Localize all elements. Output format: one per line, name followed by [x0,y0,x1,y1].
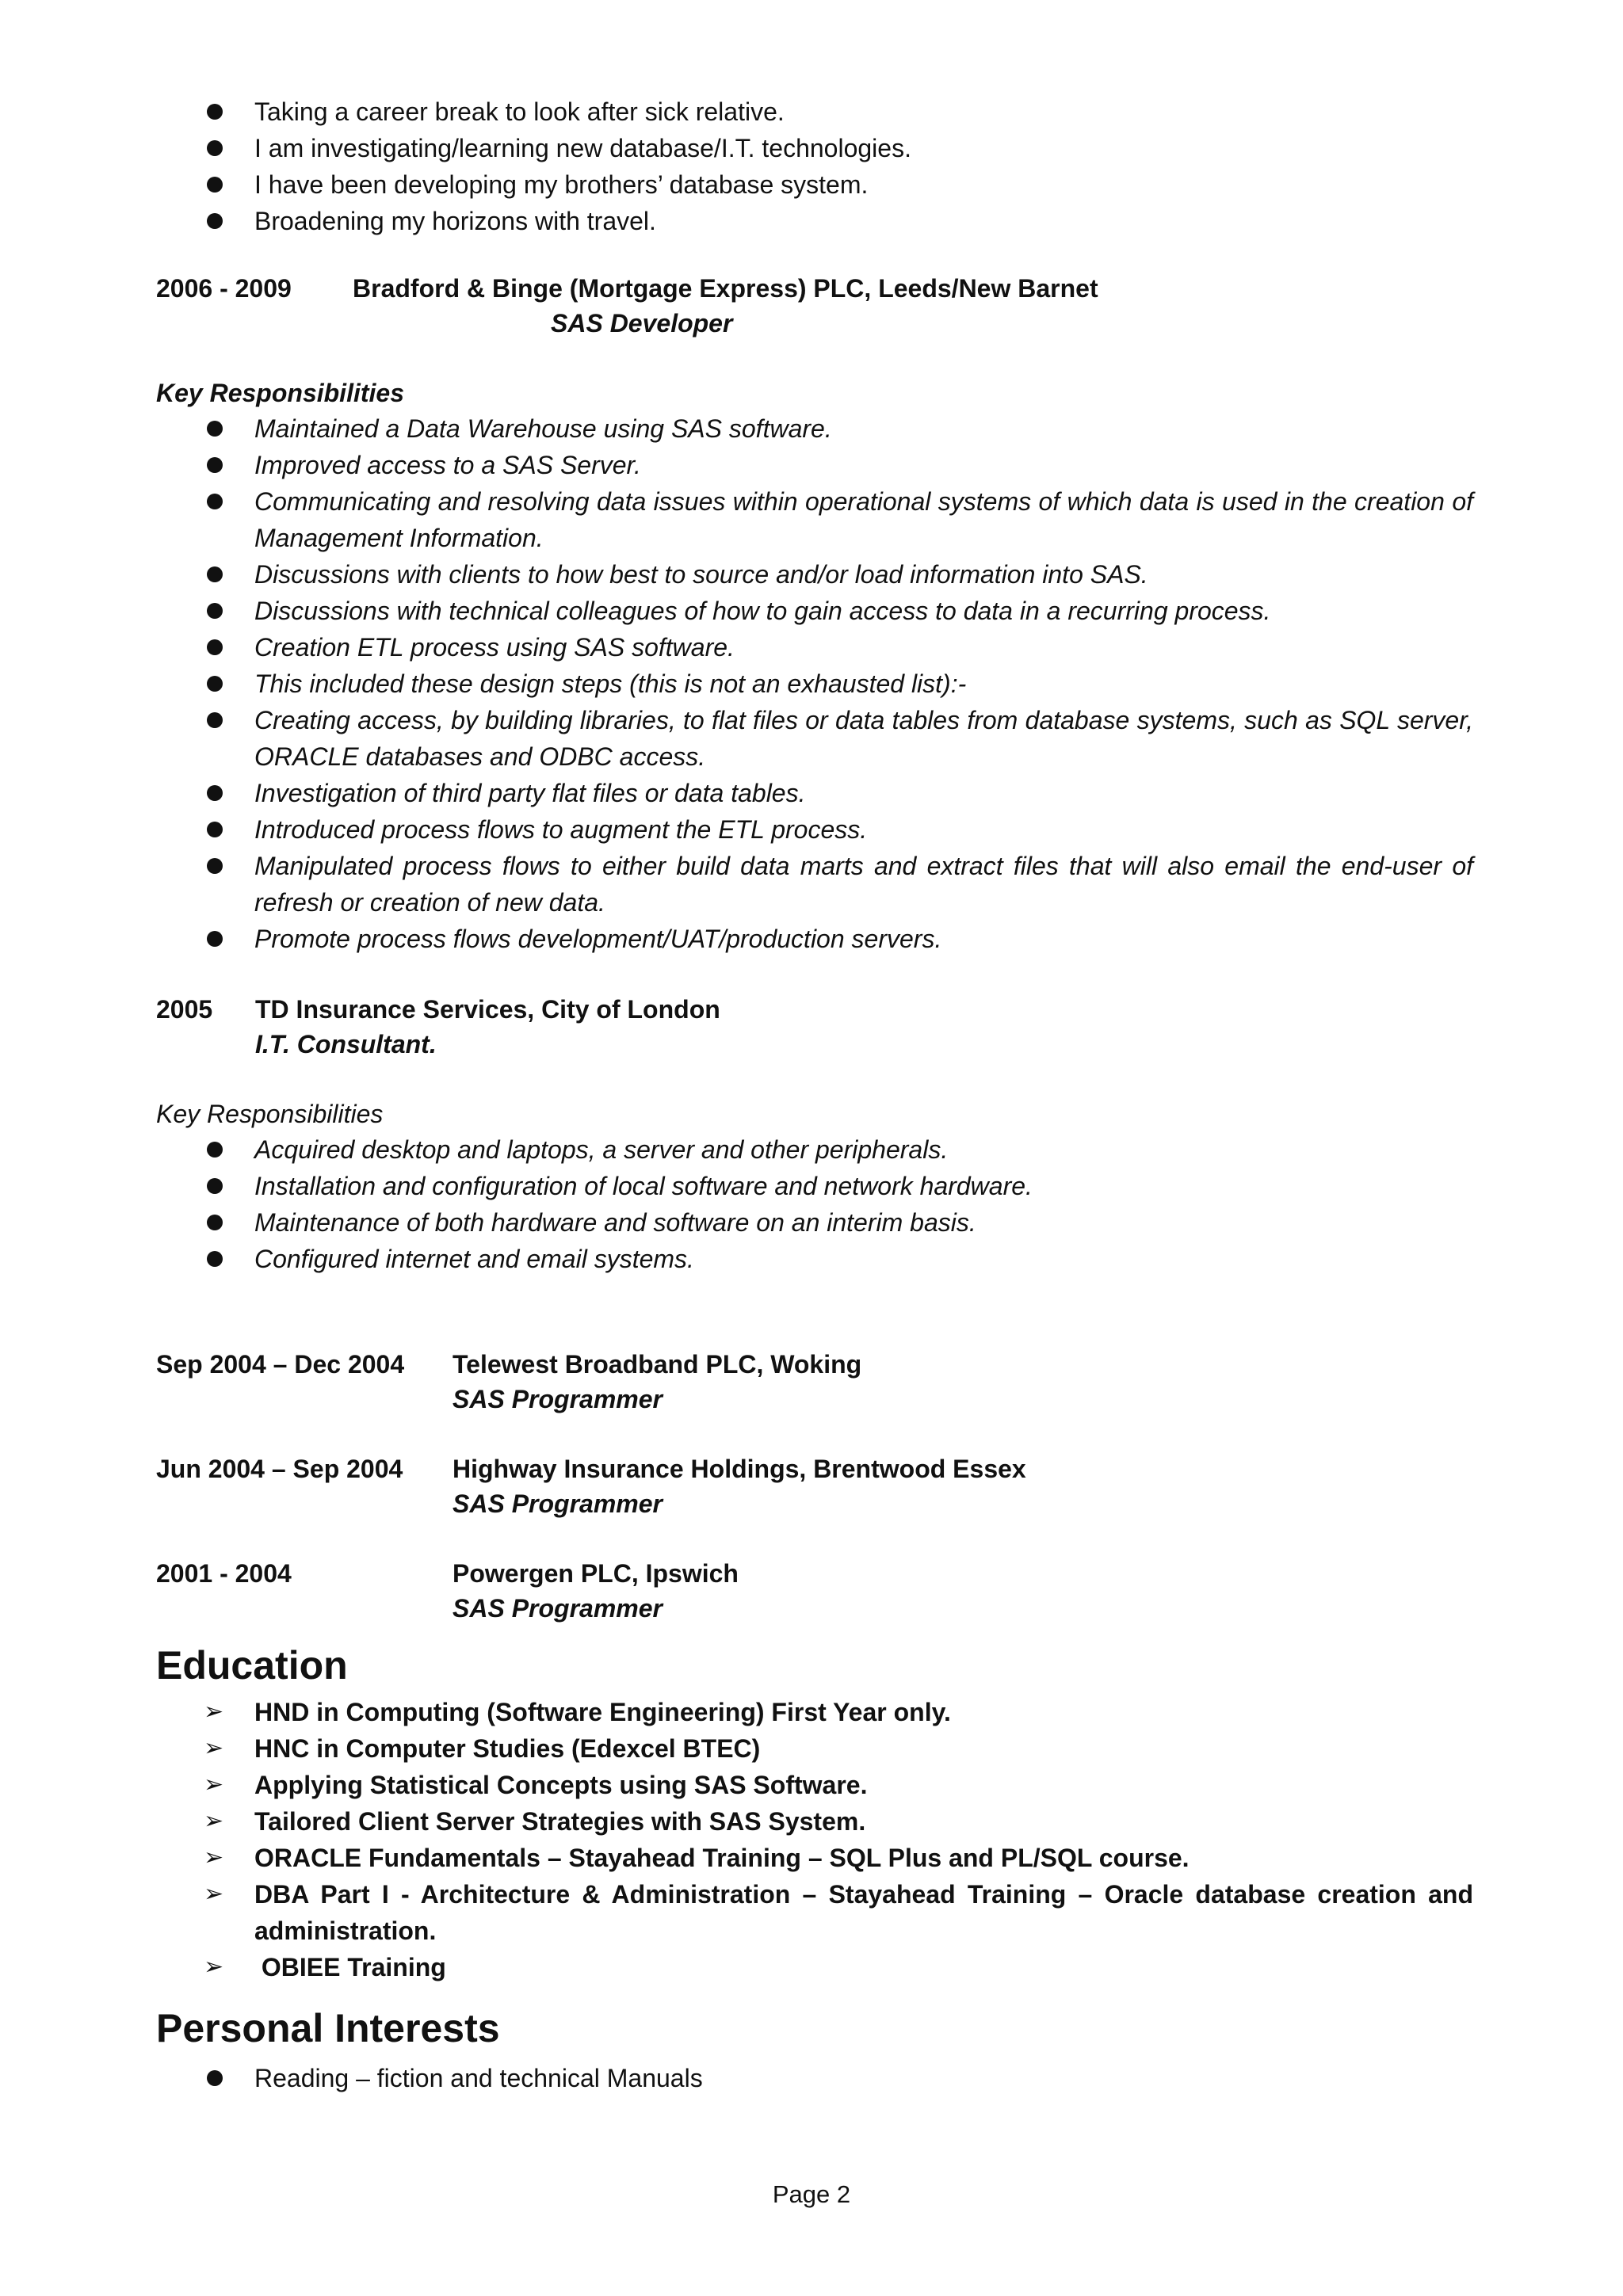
list-item: I am investigating/learning new database/I.T. technologies. [156,130,1473,166]
job-telewest [156,1347,1473,1417]
career-break-list [156,93,1473,239]
list-item: ➢ Tailored Client Server Strategies with SAS System. [156,1803,1473,1840]
job-company: TD Insurance Services, City of London [255,995,720,1024]
job-company: Highway Insurance Holdings, Brentwood Essex [453,1455,1026,1483]
job-company: Bradford & Binge (Mortgage Express) PLC, Leeds/New Barnet [353,274,1098,303]
list-item: Broadening my horizons with travel. [156,203,1473,239]
list-item: ➢ Applying Statistical Concepts using SAS Software. [156,1767,1473,1803]
job-role: I.T. Consultant. [255,1030,437,1058]
list-item: Creating access, by building libraries, to flat files or data tables from database systems, such as SQL server, ORACLE databases and ODBC access. [156,702,1473,775]
list-item: Manipulated process flows to either build data marts and extract files that will also email the end-user of refresh or creation of new data. [156,848,1473,921]
list-item: Configured internet and email systems. [156,1241,1473,1277]
list-item: Maintained a Data Warehouse using SAS software. [156,410,1473,447]
personal-interests-heading: Personal Interests [156,2006,500,2050]
list-item: ➢ HNC in Computer Studies (Edexcel BTEC) [156,1730,1473,1767]
list-item: Acquired desktop and laptops, a server and other peripherals. [156,1131,1473,1168]
list-item: Promote process flows development/UAT/production servers. [156,921,1473,957]
education-heading: Education [156,1643,348,1688]
job-role: SAS Programmer [453,1385,663,1413]
list-item: Taking a career break to look after sick relative. [156,93,1473,130]
responsibilities-heading: Key Responsibilities [156,379,404,407]
cv-page [156,93,1473,2096]
list-item: Discussions with clients to how best to source and/or load information into SAS. [156,556,1473,593]
education-list [156,1694,1473,1985]
list-item: I have been developing my brothers’ database system. [156,166,1473,203]
list-item: This included these design steps (this is not an exhausted list):- [156,666,1473,702]
list-item: ➢ HND in Computing (Software Engineering) First Year only. [156,1694,1473,1730]
job-company: Telewest Broadband PLC, Woking [453,1350,862,1379]
list-item: Creation ETL process using SAS software. [156,629,1473,666]
job-role: SAS Programmer [453,1489,663,1518]
list-item: Installation and configuration of local software and network hardware. [156,1168,1473,1204]
list-item: Communicating and resolving data issues within operational systems of which data is used in the creation of Management Information. [156,483,1473,556]
job-dates: 2001 - 2004 [156,1559,292,1588]
responsibilities-heading: Key Responsibilities [156,1100,384,1128]
job-company: Powergen PLC, Ipswich [453,1559,739,1588]
list-item: ➢ DBA Part I - Architecture & Administration – Stayahead Training – Oracle database creation and administration. [156,1876,1473,1949]
interests-list [156,2060,1473,2096]
responsibilities-list [156,410,1473,957]
list-item: Improved access to a SAS Server. [156,447,1473,483]
list-item: Investigation of third party flat files or data tables. [156,775,1473,811]
list-item: Introduced process flows to augment the ETL process. [156,811,1473,848]
job-dates: Sep 2004 – Dec 2004 [156,1350,405,1379]
list-item: Reading – fiction and technical Manuals [156,2060,1473,2096]
list-item: ➢ ORACLE Fundamentals – Stayahead Training – SQL Plus and PL/SQL course. [156,1840,1473,1876]
responsibilities-list [156,1131,1473,1277]
job-highway-insurance [156,1451,1473,1521]
page-number: Page 2 [772,2180,851,2208]
job-powergen [156,1556,1473,1626]
job-role: SAS Developer [551,309,733,338]
job-dates: Jun 2004 – Sep 2004 [156,1455,403,1483]
list-item: Maintenance of both hardware and software on an interim basis. [156,1204,1473,1241]
job-td-insurance [156,992,1473,1277]
job-dates: 2006 - 2009 [156,274,292,303]
job-bradford-binge [156,271,1473,957]
list-item: ➢ OBIEE Training [156,1949,1473,1985]
list-item: Discussions with technical colleagues of how to gain access to data in a recurring process. [156,593,1473,629]
job-role: SAS Programmer [453,1594,663,1623]
job-dates: 2005 [156,995,213,1024]
